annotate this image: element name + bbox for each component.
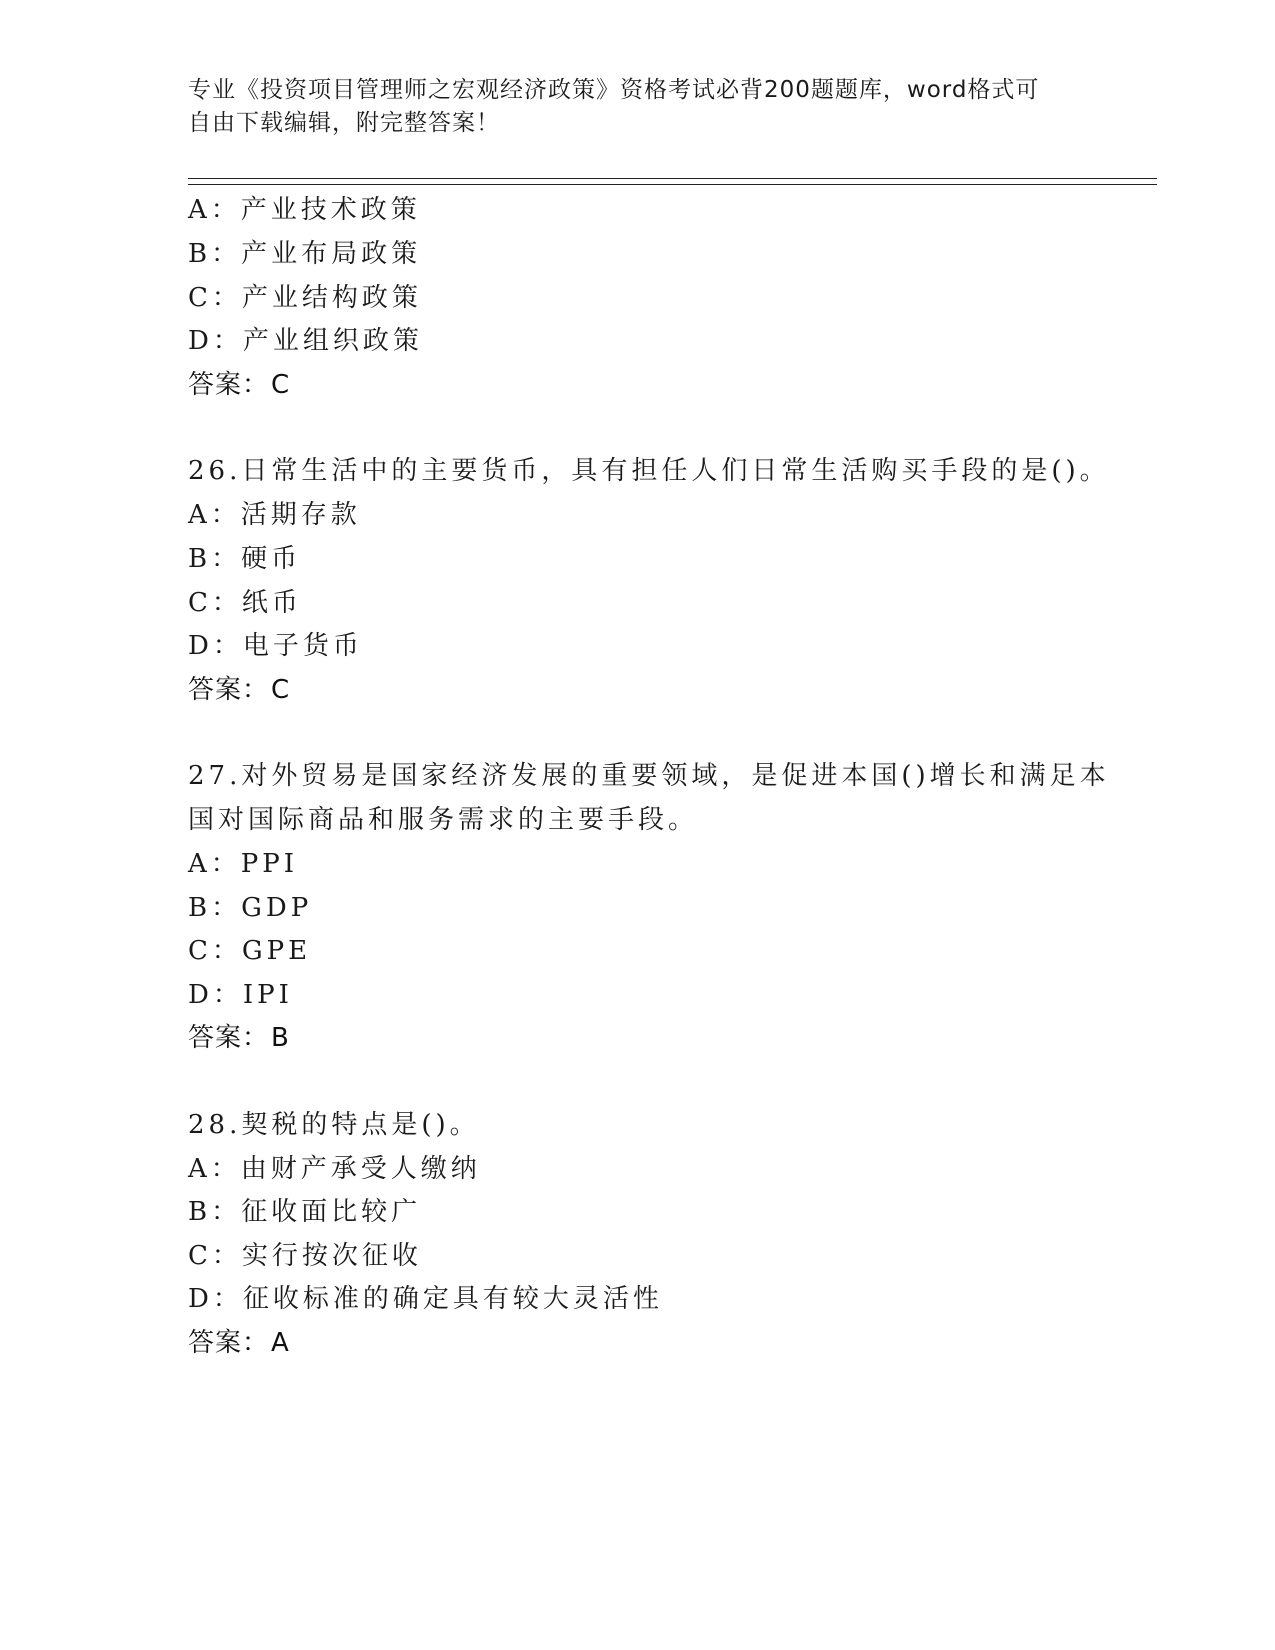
q26-option-a: A：活期存款 <box>188 500 361 530</box>
header-divider-bottom <box>188 184 1157 185</box>
q28-answer-value: A <box>271 1328 290 1358</box>
q28-option-a: A：由财产承受人缴纳 <box>188 1154 481 1184</box>
q28-option-d: D：征收标准的确定具有较大灵活性 <box>188 1284 663 1314</box>
q28-option-c: C：实行按次征收 <box>188 1241 422 1271</box>
q27-stem-line-2: 国对国际商品和服务需求的主要手段。 <box>188 805 699 835</box>
q27-option-a: A：PPI <box>188 849 299 879</box>
q25-option-b: B：产业布局政策 <box>188 239 422 269</box>
document-header <box>188 74 1088 140</box>
q27-answer-value: B <box>271 1023 290 1053</box>
q25-answer-value: C <box>271 370 291 400</box>
q26-answer <box>188 672 290 708</box>
header-title-line-1: 专业《投资项目管理师之宏观经济政策》资格考试必背200题题库，word格式可 <box>188 77 1040 103</box>
q26-stem: 26.日常生活中的主要货币，具有担任人们日常生活购买手段的是()。 <box>188 456 1110 486</box>
q25-answer-label: 答案： <box>188 370 270 400</box>
q27-answer <box>188 1020 290 1056</box>
header-title-line-2: 自由下载编辑，附完整答案！ <box>188 110 500 136</box>
q27-stem-line-1: 27.对外贸易是国家经济发展的重要领域，是促进本国()增长和满足本 <box>188 761 1110 791</box>
q27-option-b: B：GDP <box>188 893 313 923</box>
q25-answer <box>188 367 290 403</box>
q25-option-d: D：产业组织政策 <box>188 326 423 356</box>
q28-option-b: B：征收面比较广 <box>188 1197 422 1227</box>
q27-answer-label: 答案： <box>188 1023 270 1053</box>
header-divider-top <box>188 178 1157 179</box>
q25-option-c: C：产业结构政策 <box>188 283 422 313</box>
q26-option-b: B：硬币 <box>188 544 302 574</box>
q27-option-c: C：GPE <box>188 936 312 966</box>
q25-option-a: A：产业技术政策 <box>188 195 421 225</box>
q26-answer-label: 答案： <box>188 675 270 705</box>
q27-option-d: D：IPI <box>188 980 293 1010</box>
q26-option-c: C：纸币 <box>188 588 302 618</box>
q28-answer <box>188 1325 290 1361</box>
q28-stem: 28.契税的特点是()。 <box>188 1110 480 1140</box>
q26-answer-value: C <box>271 675 291 705</box>
q28-answer-label: 答案： <box>188 1328 270 1358</box>
q26-option-d: D：电子货币 <box>188 631 363 661</box>
